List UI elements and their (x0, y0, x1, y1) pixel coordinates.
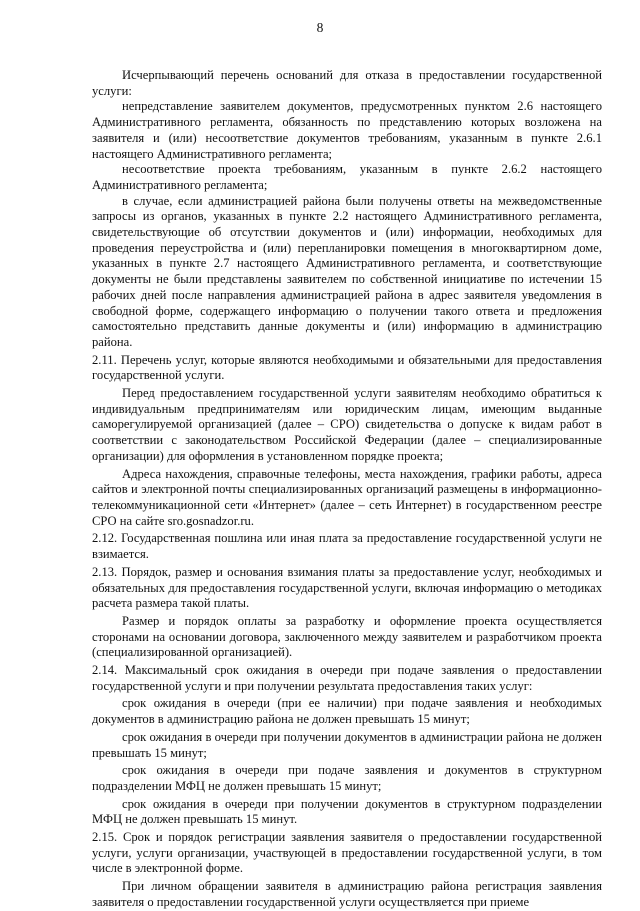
page-number: 8 (316, 20, 324, 35)
paragraph-registration: При личном обращении заявителя в администрацию района регистрация заявления заявителя о предоставлении государственной услуги осуществляется при приеме (92, 879, 602, 909)
paragraph-refusal-ground-2: несоответствие проекта требованиям, указанным в пункте 2.6.2 настоящего Административного регламента; (92, 162, 602, 192)
paragraph-queue-4: срок ожидания в очереди при получении документов в структурном подразделении МФЦ не должен превышать 15 минут. (92, 796, 602, 827)
paragraph-sro-addresses: Адреса нахождения, справочные телефоны, места нахождения, графики работы, адреса сайтов и электронной почты специализированных организаций размещены в информационно-телекоммуникационной сети «Интернет» (далее – сеть Интернет) в государственном реестре СРО на сайте sro.gosnadzor.ru. (92, 466, 602, 528)
paragraph-queue-2: срок ожидания в очереди при получении документов в администрации района не должен превышать 15 минут; (92, 729, 602, 760)
section-2-15: 2.15. Срок и порядок регистрации заявления заявителя о предоставлении государственной услуги, услуги организации, участвующей в предоставлении государственной услуги, в том числе в электронной форме. (92, 830, 602, 876)
section-2-14: 2.14. Максимальный срок ожидания в очереди при подаче заявления о предоставлении государственной услуги и при получении результата предоставления таких услуг: (92, 663, 602, 693)
paragraph-refusal-ground-1: непредставление заявителем документов, предусмотренных пунктом 2.6 настоящего Административного регламента, обязанность по представлению которых возложена на заявителя и (или) несоответствие документов требованиям, указанным в пункте 2.6.1 настоящего Административного регламента; (92, 99, 602, 161)
section-2-12: 2.12. Государственная пошлина или иная плата за предоставление государственной услуги не взимается. (92, 531, 602, 562)
paragraph-queue-1: срок ожидания в очереди (при ее наличии) при подаче заявления и необходимых документов в администрацию района не должен превышать 15 минут; (92, 696, 602, 727)
paragraph-payment: Размер и порядок оплаты за разработку и оформление проекта осуществляется сторонами на основании договора, заключенного между заявителем и разработчиком проекта (специализированной организацией). (92, 613, 602, 660)
paragraph-sro-requirement: Перед предоставлением государственной услуги заявителям необходимо обратиться к индивидуальным предпринимателям или юридическим лицам, имеющим выданные саморегулируемой организацией (далее – СРО) свидетельства о допуске к видам работ в соответствии с законодательством Российской Федерации (далее – специализированные организации) для оформления в установленном порядке проекта; (92, 386, 602, 463)
paragraph-queue-3: срок ожидания в очереди при подаче заявления и документов в структурном подразделении МФЦ не должен превышать 15 минут; (92, 763, 602, 793)
section-2-13: 2.13. Порядок, размер и основания взимания платы за предоставление услуг, необходимых и обязательных для предоставления государственной услуги, включая информацию о методиках расчета размера такой платы. (92, 564, 602, 611)
document-body (92, 68, 602, 911)
section-2-11: 2.11. Перечень услуг, которые являются необходимыми и обязательными для предоставления государственной услуги. (92, 352, 602, 383)
paragraph-refusal-grounds-heading: Исчерпывающий перечень оснований для отказа в предоставлении государственной услуги: (92, 68, 602, 98)
paragraph-refusal-ground-3: в случае, если администрацией района были получены ответы на межведомственные запросы из органов, указанных в пункте 2.2 настоящего Административного регламента, свидетельствующие об отсутствии документов и (или) информации, необходимых для проведения переустройства и (или) перепланировки помещения в многоквартирном доме, указанных в пункте 2.7 настоящего Административного регламента, и соответствующие документы не были представлены заявителем по собственной инициативе по истечении 15 рабочих дней после направления администрацией района в адрес заявителя уведомления в свободной форме, содержащего информацию о получении такого ответа и предложения самостоятельно представить данные документы и (или) информацию в администрацию района. (92, 193, 602, 349)
